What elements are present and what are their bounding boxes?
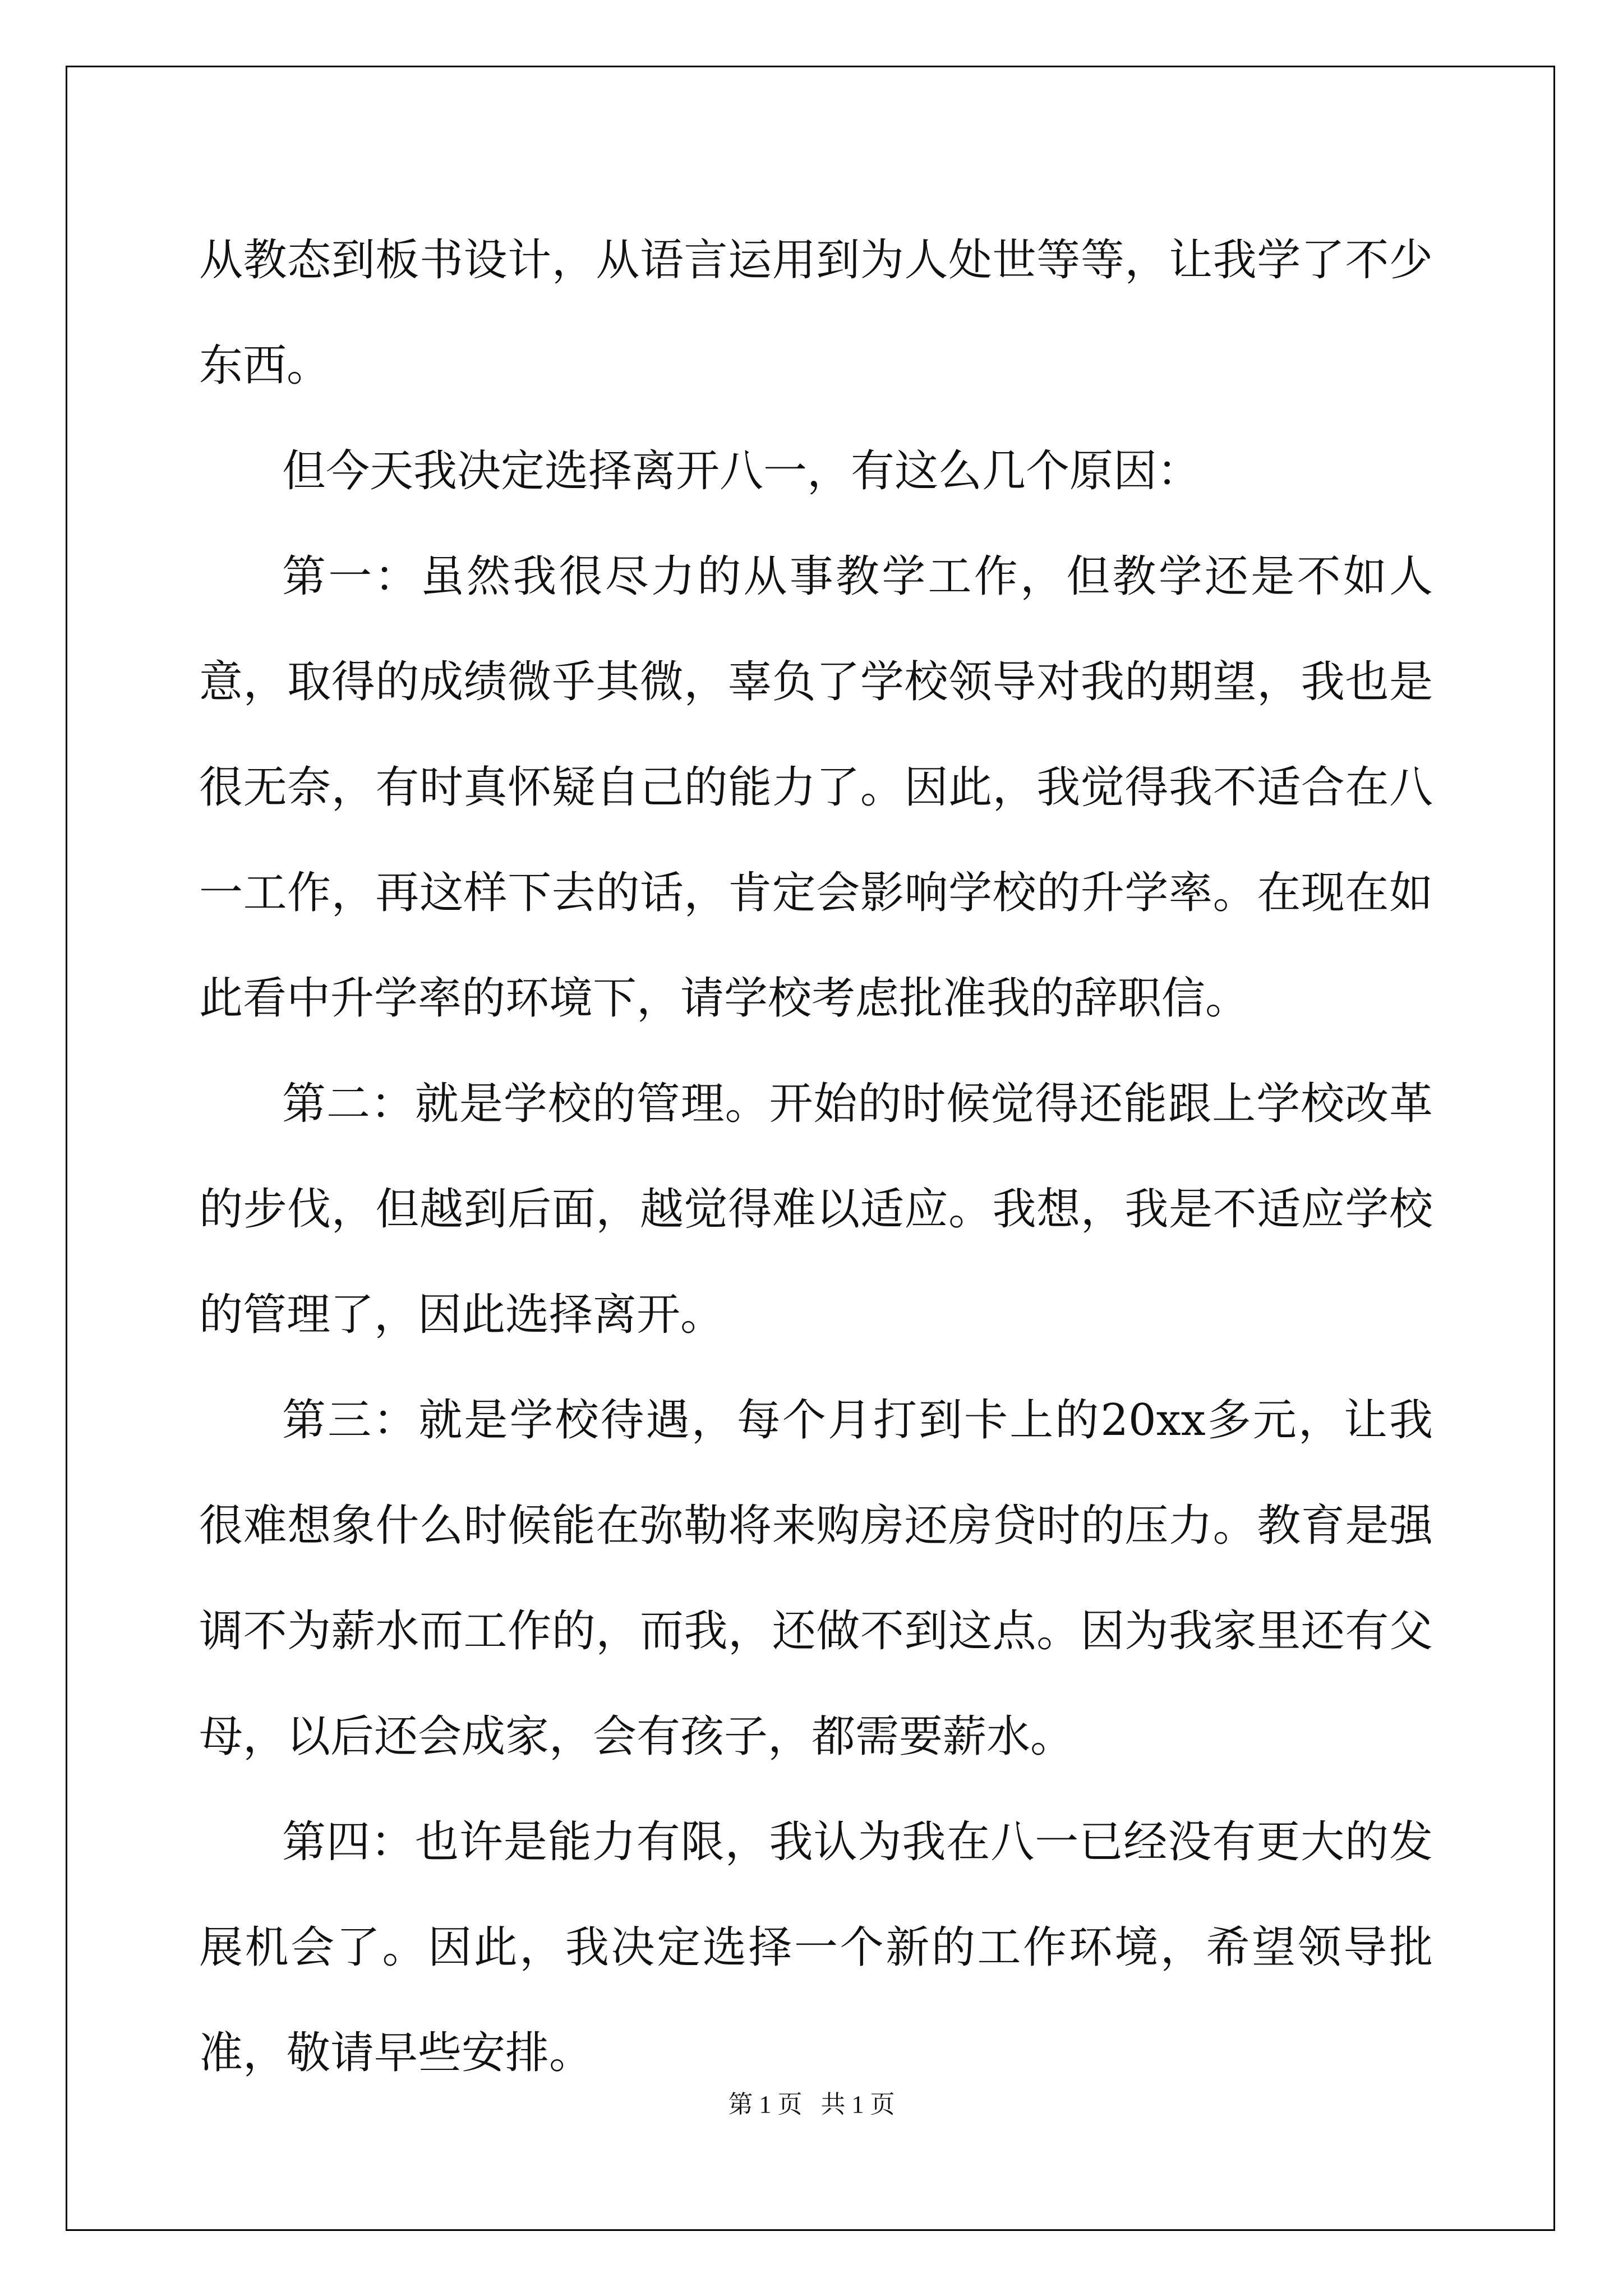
paragraph-5: 第三：就是学校待遇，每个月打到卡上的20xx多元，让我很难想象什么时候能在弥勒将来购房还房贷时的压力。教育是强调不为薪水而工作的，而我，还做不到这点。因为我家里还有父母，以后还会成家，会有孩子，都需要薪水。 xyxy=(199,1395,1433,1762)
paragraph-6: 第四：也许是能力有限，我认为我在八一已经没有更大的发展机会了。因此，我决定选择一个新的工作环境，希望领导批准，敬请早些安排。 xyxy=(199,1817,1433,2078)
paragraph-3: 第一：虽然我很尽力的从事教学工作，但教学还是不如人意，取得的成绩微乎其微，辜负了学校领导对我的期望，我也是很无奈，有时真怀疑自己的能力了。因此，我觉得我不适合在八一工作，再这样下去的话，肯定会影响学校的升学率。在现在如此看中升学率的环境下，请学校考虑批准我的辞职信。 xyxy=(199,551,1433,1024)
page-number-footer: 第 1 页 共 1 页 xyxy=(728,2091,895,2118)
paragraph-2: 但今天我决定选择离开八一，有这么几个原因： xyxy=(282,446,1201,496)
paragraph-4: 第二：就是学校的管理。开始的时候觉得还能跟上学校改革的步伐，但越到后面，越觉得难以适应。我想，我是不适应学校的管理了，因此选择离开。 xyxy=(199,1079,1433,1340)
paragraph-1: 从教态到板书设计，从语言运用到为人处世等等，让我学了不少东西。 xyxy=(199,235,1433,391)
document-body xyxy=(199,208,1433,2106)
